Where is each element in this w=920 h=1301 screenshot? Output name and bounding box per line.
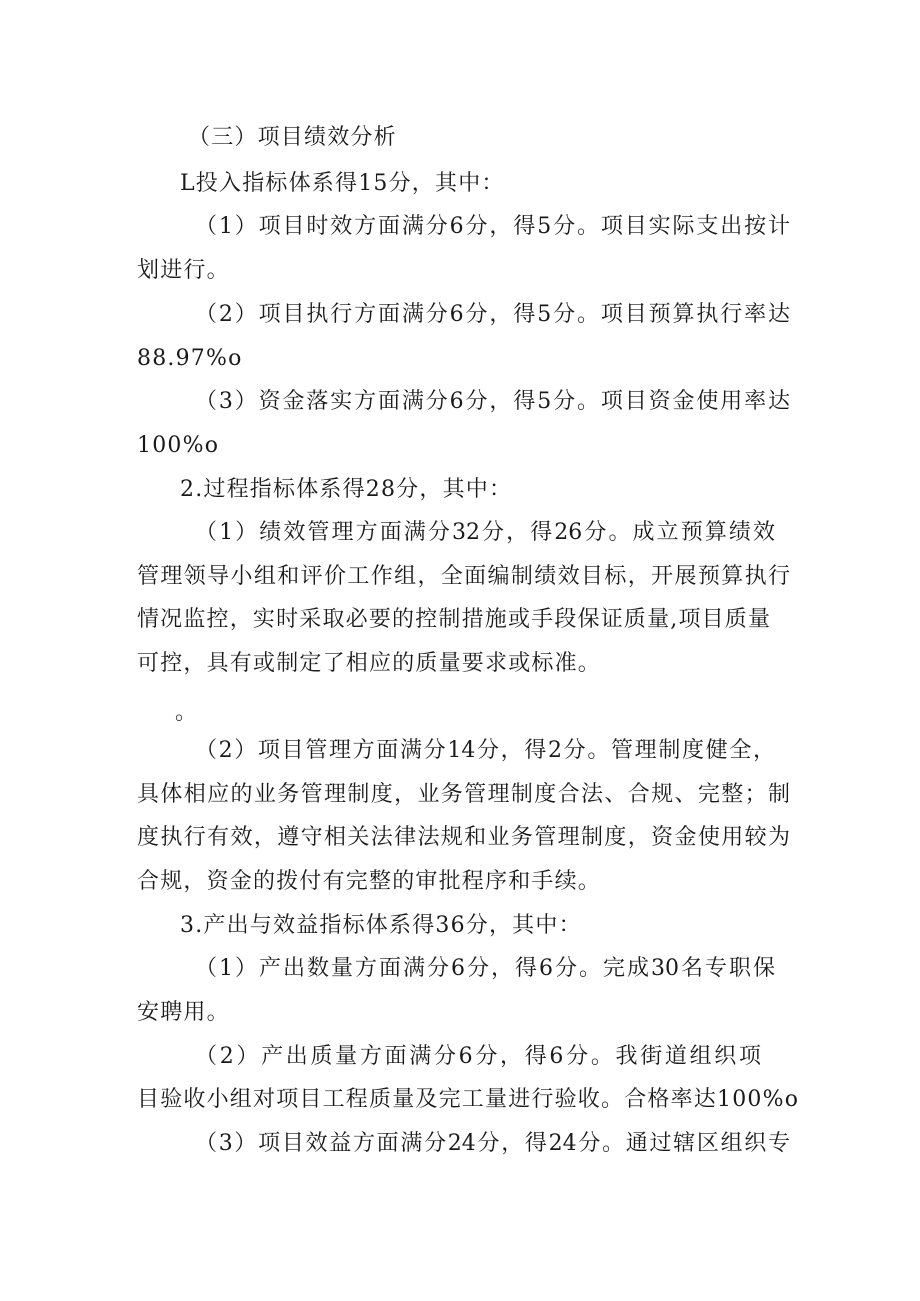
input-item-3-line-2: 100%o <box>137 433 220 458</box>
output-item-3-line-1: （3）项目效益方面满分24分，得24分。通过辖区组织专 <box>195 1131 790 1156</box>
output-item-1-line-2: 安聘用。 <box>137 1000 230 1025</box>
input-item-2-line-2: 88.97%o <box>137 346 243 371</box>
process-item-2-line-2: 具体相应的业务管理制度，业务管理制度合法、合规、完整；制 <box>137 782 790 807</box>
process-indicator-heading: 2.过程指标体系得28分，其中： <box>180 477 513 502</box>
process-item-2-line-1: （2）项目管理方面满分14分，得2分。管理制度健全， <box>195 738 775 763</box>
process-item-1-line-4: 可控，具有或制定了相应的质量要求或标准。 <box>137 651 602 676</box>
input-indicator-heading: L投入指标体系得15分，其中： <box>180 171 505 196</box>
input-item-2-line-1: （2）项目执行方面满分6分，得5分。项目预算执行率达 <box>195 302 790 327</box>
input-item-1-line-2: 划进行。 <box>137 258 230 283</box>
section-heading: （三）项目绩效分析 <box>188 125 397 150</box>
output-indicator-heading: 3.产出与效益指标体系得36分，其中： <box>180 913 582 938</box>
process-item-1-line-1: （1）绩效管理方面满分32分，得26分。成立预算绩效 <box>195 520 775 545</box>
output-item-2-line-2: 目验收小组对项目工程质量及完工量进行验收。合格率达100%o <box>137 1087 800 1112</box>
stray-mark: 。 <box>175 700 199 725</box>
output-item-1-line-1: （1）产出数量方面满分6分，得6分。完成30名专职保 <box>195 956 775 981</box>
output-item-2-line-1: （2）产出质量方面满分6分，得6分。我街道组织项 <box>195 1044 761 1069</box>
process-item-2-line-4: 合规，资金的拨付有完整的审批程序和手续。 <box>137 869 602 894</box>
input-item-3-line-1: （3）资金落实方面满分6分，得5分。项目资金使用率达 <box>195 389 790 414</box>
process-item-1-line-3: 情况监控，实时采取必要的控制措施或手段保证质量,项目质量 <box>137 607 770 632</box>
process-item-2-line-3: 度执行有效，遵守相关法律法规和业务管理制度，资金使用较为 <box>137 825 790 850</box>
process-item-1-line-2: 管理领导小组和评价工作组，全面编制绩效目标，开展预算执行 <box>137 564 790 589</box>
input-item-1-line-1: （1）项目时效方面满分6分，得5分。项目实际支出按计 <box>195 214 790 239</box>
